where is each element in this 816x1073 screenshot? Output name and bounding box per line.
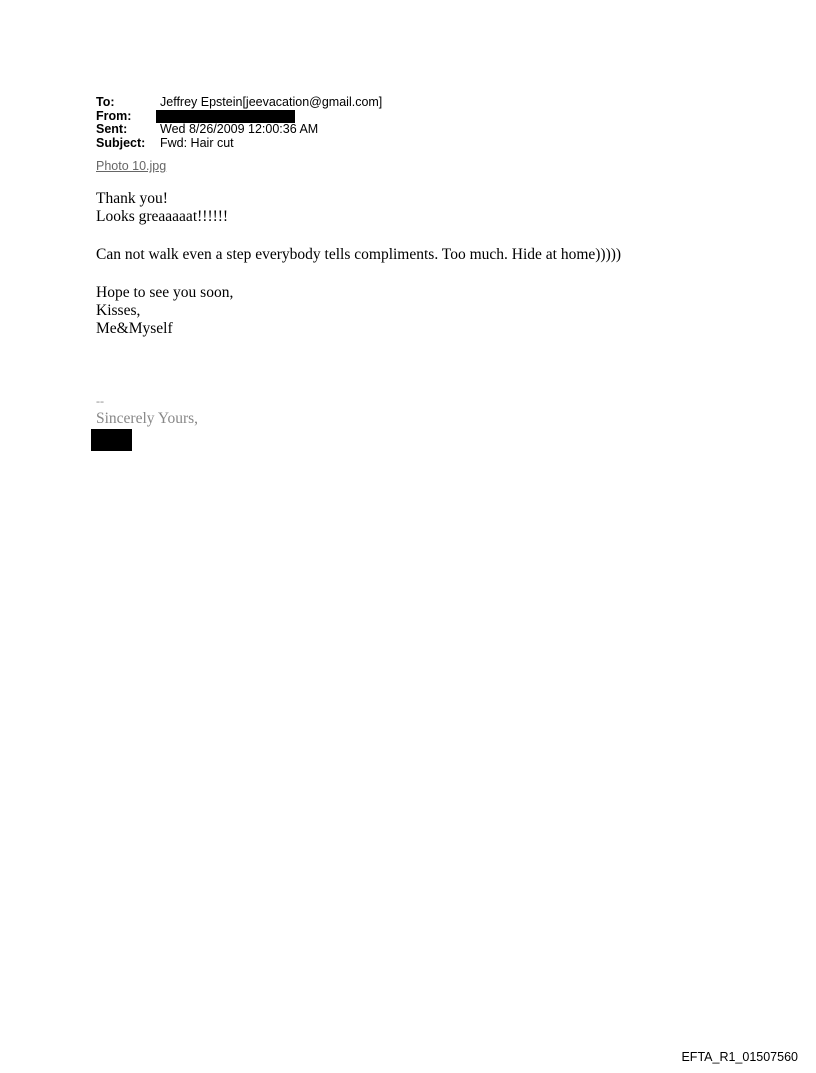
body-line-1: Thank you! (96, 190, 168, 207)
from-label: From: (96, 108, 132, 123)
body-line-5: Kisses, (96, 302, 141, 319)
subject-value: Fwd: Hair cut (160, 135, 234, 150)
document-id: EFTA_R1_01507560 (681, 1050, 798, 1064)
sent-label: Sent: (96, 122, 128, 136)
signature-redaction (91, 429, 132, 451)
body-line-2: Looks greaaaaat!!!!!! (96, 208, 229, 225)
subject-label: Subject: (96, 135, 146, 150)
body-line-6: Me&Myself (96, 320, 173, 337)
body-line-3: Can not walk even a step everybody tells compliments. Too much. Hide at home))))) (96, 246, 622, 263)
signature-closing: Sincerely Yours, (96, 410, 199, 427)
attachment-link[interactable]: Photo 10.jpg (96, 159, 167, 173)
to-label: To: (96, 95, 115, 109)
to-value: Jeffrey Epstein[jeevacation@gmail.com] (160, 95, 383, 109)
body-line-4: Hope to see you soon, (96, 284, 234, 301)
sent-value: Wed 8/26/2009 12:00:36 AM (160, 122, 319, 136)
from-redaction (156, 110, 295, 123)
signature-separator: -- (96, 394, 104, 408)
